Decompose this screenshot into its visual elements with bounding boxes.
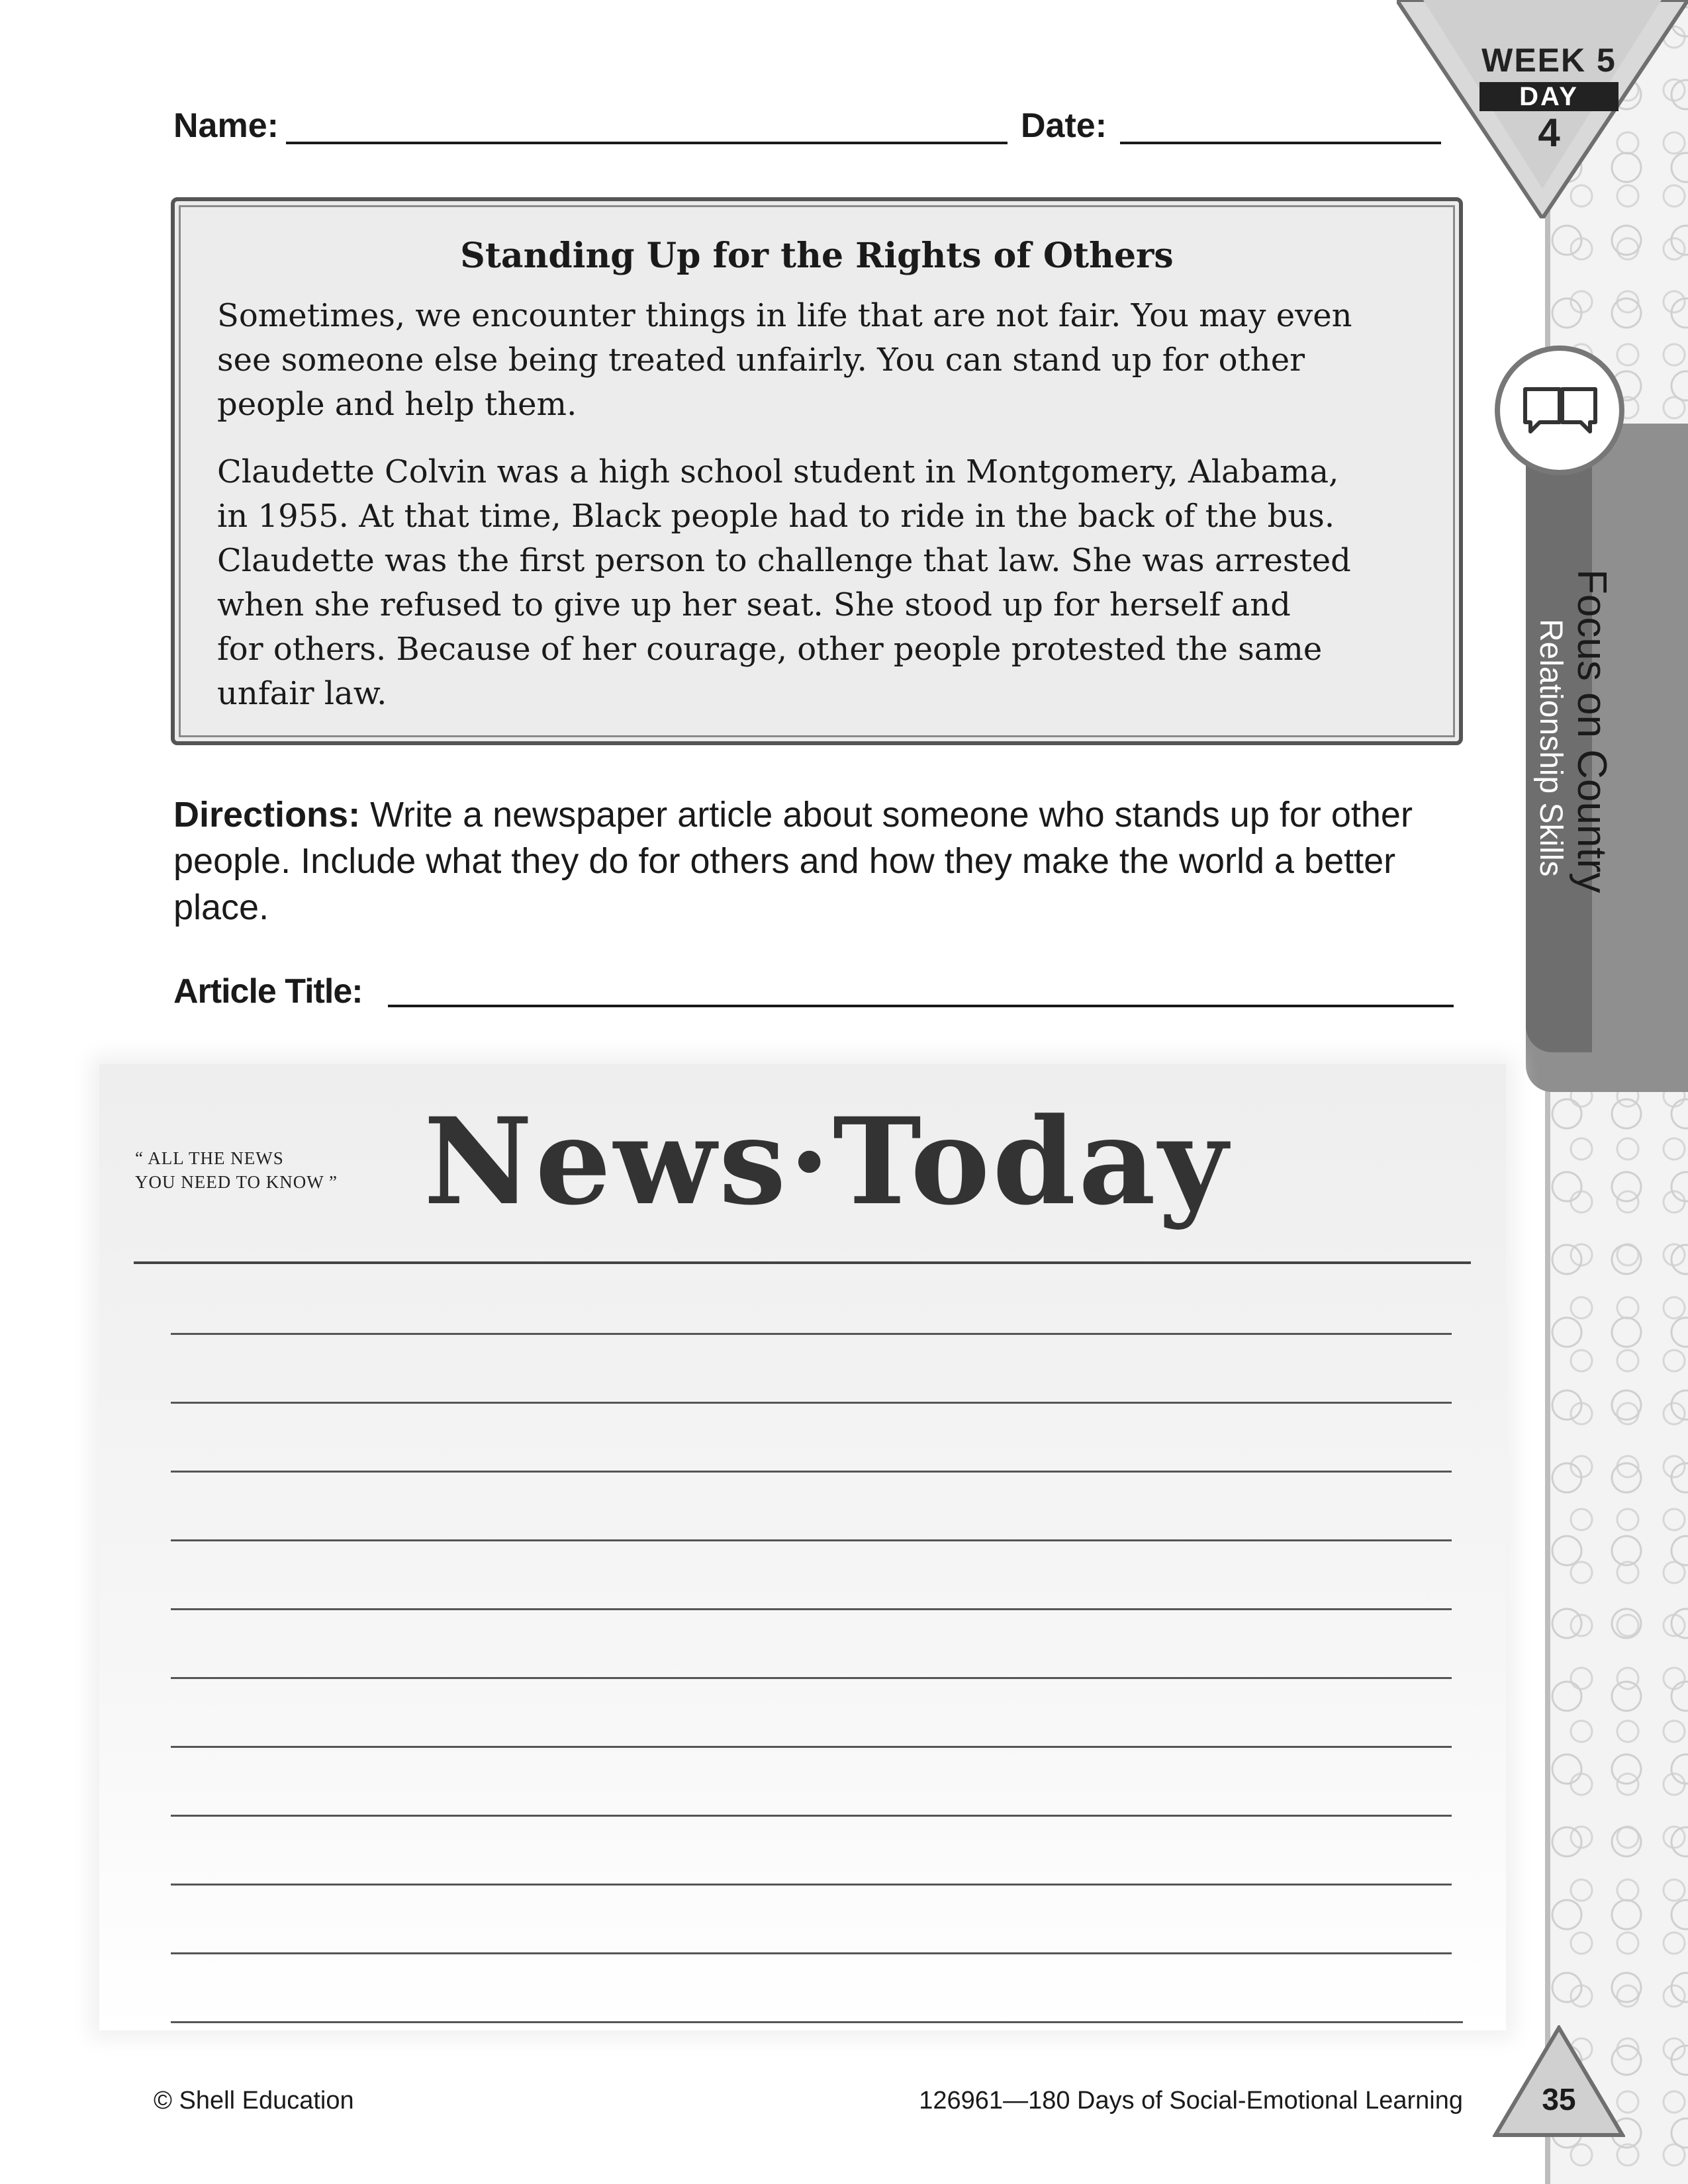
directions [173,792,1471,931]
date-label: Date: [1021,107,1107,145]
directions-label: Directions: [173,795,361,835]
footer-book-title: 126961—180 Days of Social-Emotional Learning [919,2087,1463,2115]
speech-bubbles-icon [1495,345,1624,475]
writing-line-6[interactable] [171,1677,1452,1679]
writing-line-11[interactable] [171,2021,1463,2023]
writing-line-2[interactable] [171,1402,1452,1404]
writing-line-5[interactable] [171,1608,1452,1610]
week-label: WEEK 5 [1481,42,1617,79]
writing-line-8[interactable] [171,1815,1452,1817]
article-title-field[interactable] [388,1005,1454,1007]
article-title-label: Article Title: [173,972,363,1011]
day-number: 4 [1538,111,1560,155]
newspaper-masthead: News·Today [424,1092,1231,1232]
writing-line-4[interactable] [171,1539,1452,1541]
masthead-rule [134,1261,1471,1264]
writing-line-9[interactable] [171,1884,1452,1886]
page-number: 35 [1542,2082,1576,2116]
newspaper-tagline: “ ALL THE NEWS YOU NEED TO KNOW ” [135,1148,338,1192]
writing-line-1[interactable] [171,1333,1452,1335]
name-label: Name: [173,107,279,145]
date-field[interactable] [1120,142,1441,144]
name-field[interactable] [286,142,1008,144]
info-paragraph-2: Claudette Colvin was a high school student in Montgomery, Alabama, in 1955. At that time, Black people had to ride in the back of the bus. Claudette was the first person to challenge that law. She was arrested when she refused to give up her seat. She stood up for herself and for others. Because of her courage, other people protested the same unfair law. [217,453,1351,712]
writing-line-7[interactable] [171,1746,1452,1748]
writing-line-3[interactable] [171,1471,1452,1473]
directions-text: Write a newspaper article about someone who stands up for other people. Include what they do for others and how they make the world a better place. [173,795,1413,927]
info-box-title: Standing Up for the Rights of Others [460,236,1174,276]
decorative-pattern-strip [1549,0,1688,2184]
info-paragraph-1: Sometimes, we encounter things in life that are not fair. You may even see someone else being treated unfairly. You can stand up for other people and help them. [217,297,1352,423]
day-label: DAY [1479,82,1618,111]
footer-copyright: © Shell Education [154,2087,354,2115]
writing-line-10[interactable] [171,1952,1452,1954]
